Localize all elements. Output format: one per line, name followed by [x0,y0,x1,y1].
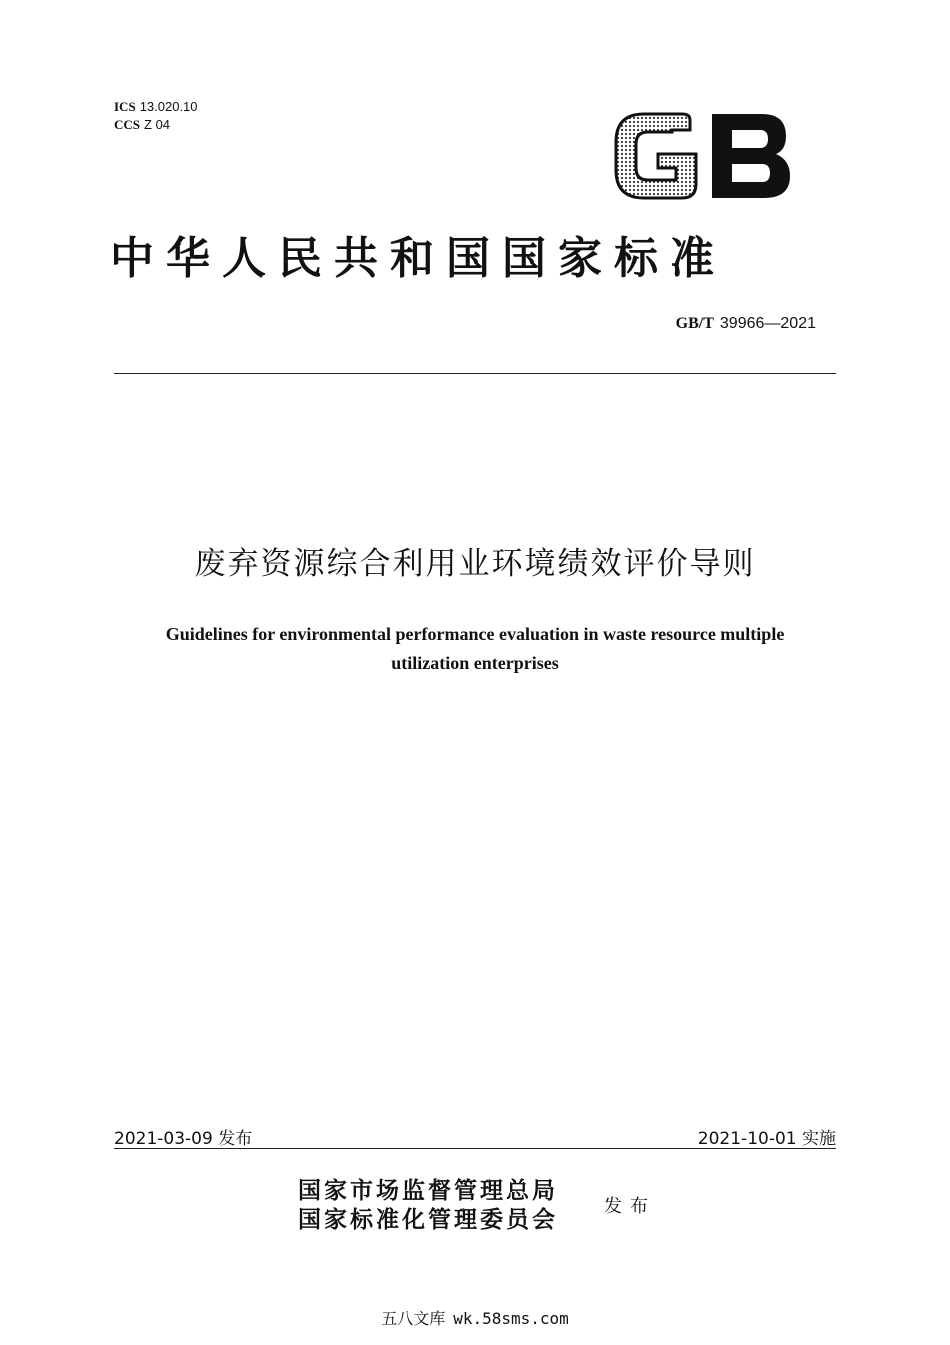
implementation-date: 2021-10-01 实施 [697,1129,836,1149]
standard-number-prefix: GB/T [675,315,714,332]
document-title-cn: 废弃资源综合利用业环境绩效评价导则 [194,546,756,582]
ics-row [114,98,198,116]
issuing-authorities [298,1176,558,1234]
bottom-divider [114,1148,836,1149]
document-title-en-line2: utilization enterprises [391,653,559,673]
issuer-sac: 国家标准化管理委员会 [298,1206,558,1233]
watermark-url[interactable]: wk.58sms.com [453,1309,569,1328]
standard-title: 中华人民共和国国家标准 [110,233,726,284]
gb-logo-text: GB [612,112,614,113]
standard-number-value: 39966—2021 [719,315,816,332]
gb-logo [612,112,792,202]
classification-codes [114,98,198,134]
document-title-en [100,620,850,678]
standard-number [676,313,816,333]
ccs-code: Z 04 [144,117,171,132]
watermark-site: 五八文库 [381,1309,446,1328]
ccs-label: CCS [114,117,141,132]
issue-date: 2021-03-09 发布 [114,1129,253,1149]
issuer-samr: 国家市场监督管理总局 [298,1177,558,1204]
ics-code: 13.020.10 [139,99,198,114]
ccs-row [114,116,198,134]
issue-verb: 发布 [604,1196,656,1217]
document-title-en-line1: Guidelines for environmental performance evaluation in waste resource multiple [165,624,785,644]
watermark [0,1306,950,1329]
ics-label: ICS [114,99,136,114]
top-divider [114,373,836,374]
